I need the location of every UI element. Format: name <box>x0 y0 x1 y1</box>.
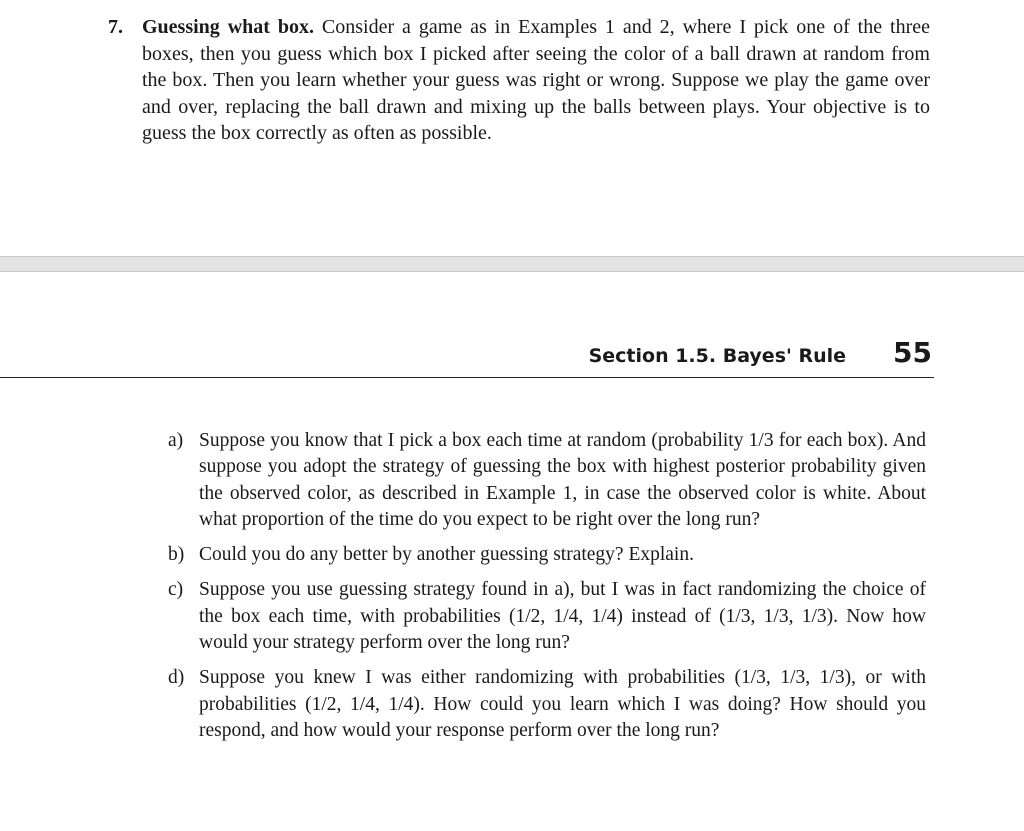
part-label: d) <box>168 667 185 689</box>
problem-body <box>142 14 930 147</box>
part-text: Suppose you use guessing strategy found in a), but I was in fact randomizing the choice of the box each time, with probabilities (1/2, 1/4, 1/4) instead of (1/3, 1/3, 1/3). Now how would your strategy perform over the long run? <box>199 579 926 654</box>
part-a <box>168 428 926 533</box>
problem-title: Guessing what box. <box>142 16 314 38</box>
problem-text: Consider a game as in Examples 1 and 2, where I pick one of the three boxes, then you guess which box I picked after seeing the color of a ball drawn at random from the box. Then you learn whether your guess was right or wrong. Suppose we play the game over and over, replacing the ball drawn and mixing up the balls between plays. Your objective is to guess the box correctly as often as possible. <box>142 16 930 144</box>
problem-parts <box>168 428 926 753</box>
part-c <box>168 577 926 656</box>
problem-number: 7. <box>108 16 123 38</box>
part-label: c) <box>168 579 184 601</box>
part-d <box>168 665 926 744</box>
part-label: a) <box>168 430 184 451</box>
part-text: Suppose you knew I was either randomizing with probabilities (1/3, 1/3, 1/3), or with probabilities (1/2, 1/4, 1/4). How could you learn which I was doing? How should you respond, and how would your response perform over the long run? <box>199 667 926 741</box>
part-text: Could you do any better by another guessing strategy? Explain. <box>199 544 694 566</box>
part-b <box>168 542 926 568</box>
page-divider <box>0 256 1024 272</box>
part-text: Suppose you know that I pick a box each time at random (probability 1/3 for each box). And suppose you adopt the strategy of guessing the box with highest posterior probability given the observed color, as described in Example 1, in case the observed color is white. About what proportion of the time do you expect to be right over the long run? <box>199 430 926 530</box>
section-title: Section 1.5. Bayes' Rule <box>588 345 846 367</box>
problem-7 <box>108 14 930 147</box>
running-head <box>0 335 934 378</box>
part-label: b) <box>168 544 185 566</box>
page-number: 55 <box>893 336 932 369</box>
